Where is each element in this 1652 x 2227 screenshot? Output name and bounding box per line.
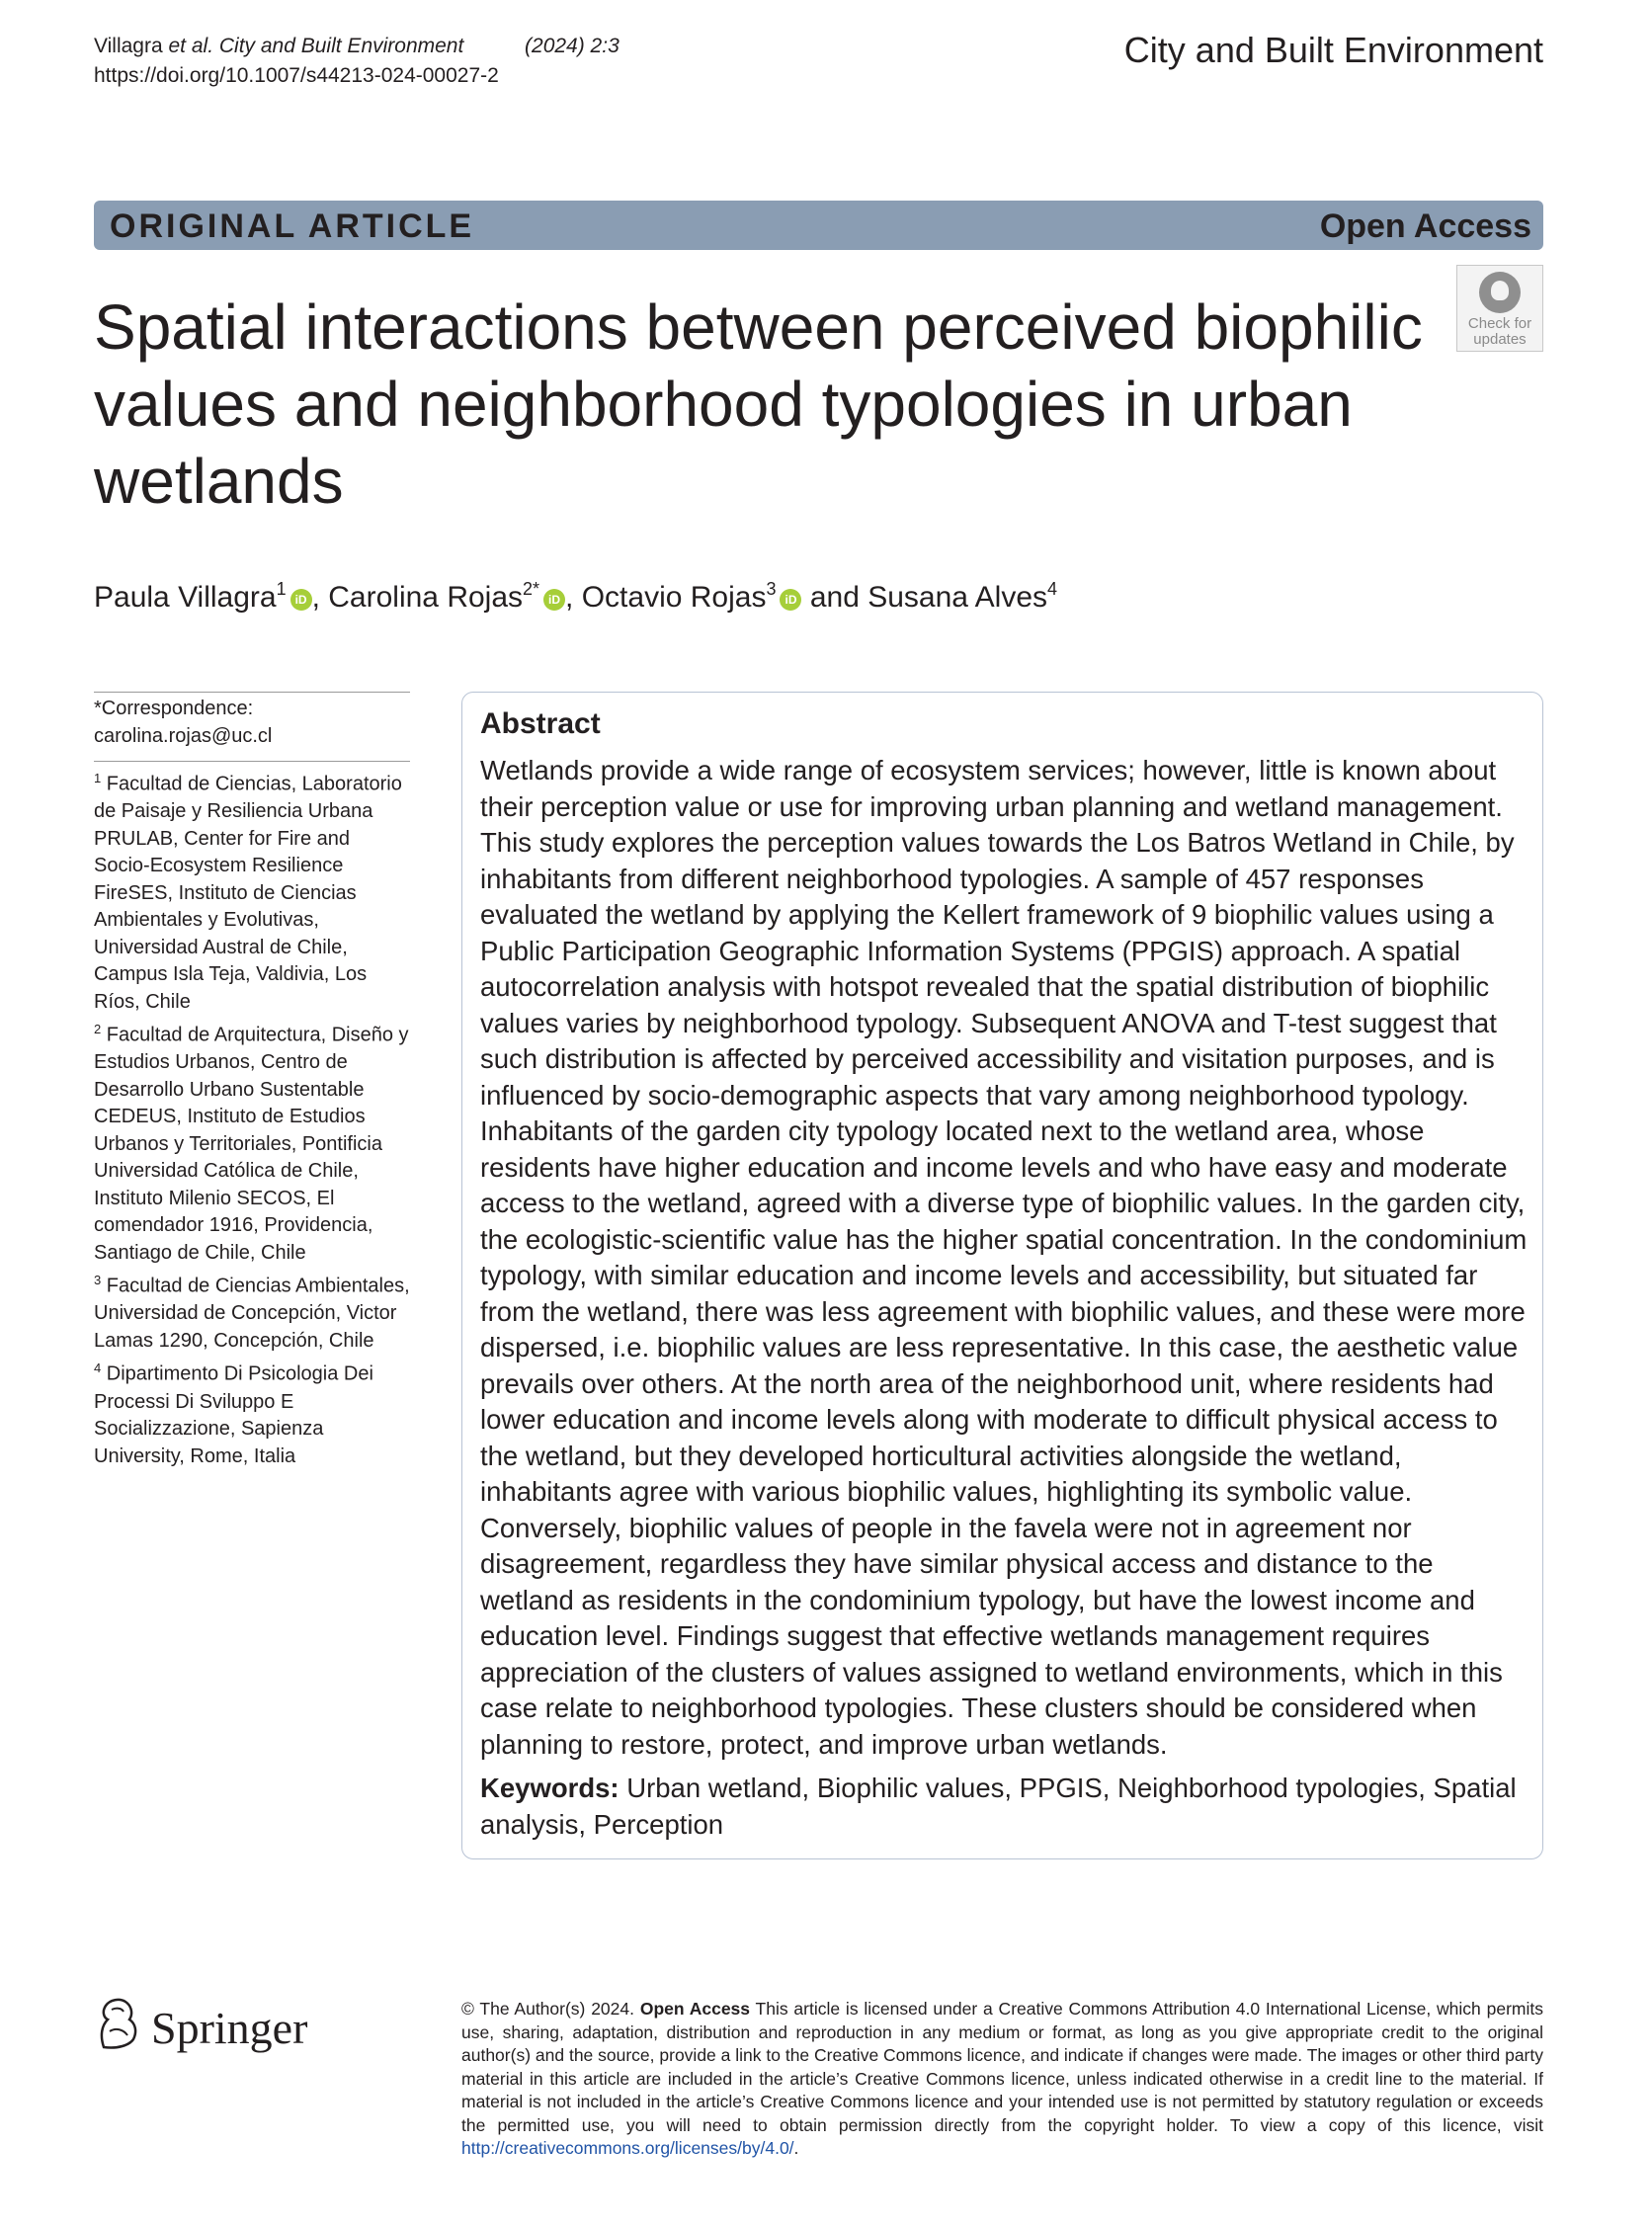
- author-affiliation-mark: 1: [276, 579, 287, 599]
- affiliation-text: Facultad de Arquitectura, Diseño y Estudios Urbanos, Centro de Desarrollo Urbano Sustentable CEDEUS, Instituto de Estudios Urbanos y Territoriales, Pontificia Universidad Católica de Chile, Instituto Milenio SECOS, El comendador 1916, Providencia, Santiago de Chile, Chile: [94, 1024, 409, 1264]
- keywords-label: Keywords:: [480, 1773, 620, 1803]
- citation-etal: et al.: [168, 35, 214, 57]
- journal-short: City and Built Environment: [218, 35, 464, 57]
- divider: [94, 692, 410, 693]
- article-type-label: ORIGINAL ARTICLE: [110, 207, 475, 245]
- author-separator: ,: [565, 581, 582, 614]
- affiliation-number: 2: [94, 1022, 102, 1037]
- affiliation-item: [94, 1355, 410, 1470]
- orcid-icon[interactable]: iD: [543, 589, 565, 611]
- abstract-heading: Abstract: [480, 707, 601, 740]
- year-volume: (2024) 2:3: [525, 35, 620, 57]
- license-open-access: Open Access: [639, 1999, 751, 2019]
- author-list: [94, 569, 1057, 618]
- affiliation-text: Facultad de Ciencias Ambientales, Universidad de Concepción, Victor Lamas 1290, Concepción, Chile: [94, 1275, 410, 1352]
- author-affiliation-mark: 4: [1047, 579, 1058, 599]
- check-updates-line1: Check for: [1467, 315, 1532, 332]
- copyright: © The Author(s) 2024.: [461, 1999, 634, 2019]
- open-access-label: Open Access: [1319, 207, 1531, 245]
- affiliation-item: [94, 1267, 410, 1355]
- license-statement: [461, 1998, 1543, 2161]
- license-end: .: [793, 2138, 799, 2158]
- affiliation-text: Facultad de Ciencias, Laboratorio de Paisaje y Resiliencia Urbana PRULAB, Center for Fire and Socio-Ecosystem Resilience FireSES, Instituto de Ciencias Ambientales y Evolutivas, Universidad Austral de Chile, Campus Isla Teja, Valdivia, Los Ríos, Chile: [94, 773, 402, 1013]
- article-type-banner: [94, 201, 1543, 250]
- affiliation-item: [94, 1016, 410, 1267]
- orcid-icon[interactable]: iD: [780, 589, 801, 611]
- check-updates-line2: updates: [1473, 331, 1527, 348]
- springer-horse-icon: [94, 1996, 141, 2060]
- affiliations-list: [94, 765, 410, 1470]
- affiliation-number: 3: [94, 1273, 102, 1288]
- correspondence-email[interactable]: carolina.rojas@uc.cl: [94, 724, 273, 747]
- correspondence-block: [94, 696, 410, 750]
- publisher-logo: [94, 1996, 307, 2060]
- article-title: Spatial interactions between perceived biophilic values and neighborhood typologies in urban wetlands: [94, 291, 1423, 517]
- citation-line: [94, 32, 620, 61]
- publisher-name: Springer: [151, 2003, 308, 2053]
- author-separator: ,: [311, 581, 329, 614]
- affiliation-item: [94, 765, 410, 1016]
- abstract-body: Wetlands provide a wide range of ecosystem services; however, little is known about their perception value or use for improving urban planning and wetland management. This study explores the perception values towards the Los Batros Wetland in Chile, by inhabitants from different neighborhood typologies. A sample of 457 responses evaluated the wetland by applying the Kellert framework of 9 biophilic values using a Public Participation Geographic Information Systems (PPGIS) approach. A spatial autocorrelation analysis with hotspot revealed that the spatial distribution of biophilic values varies by neighborhood typology. Subsequent ANOVA and T-test suggest that such distribution is affected by perceived accessibility and visitation purposes, and is influenced by socio-demographic aspects that vary among neighborhood typology. Inhabitants of the garden city typology located next to the wetland area, whose residents have higher education and income levels and who have easy and moderate access to the wetland, agreed with a diverse type of biophilic values. In the garden city, the ecologistic-scientific value has the higher spatial concentration. In the condominium typology, with similar education and income levels and accessibility, but situated far from the wetland, there was less agreement with biophilic values, and these were more dispersed, i.e. biophilic values are less representative. In this case, the aesthetic value prevails over others. At the north area of the neighborhood unit, where residents had lower education and income levels along with moderate to difficult physical access to the wetland, but they developed horticultural activities alongside the wetland, inhabitants agree with various biophilic values, highlighting its symbolic value. Conversely, biophilic values of people in the favela were not in agreement nor disagreement, regardless they have similar physical access and distance to the wetland as residents in the condominium typology, but have the lowest income and education level. Findings suggest that effective wetlands management requires appreciation of the clusters of values assigned to wetland environments, which in this case relate to neighborhood typologies. These clusters should be considered when planning to restore, protect, and improve urban wetlands.: [480, 755, 1528, 1760]
- doi-link[interactable]: https://doi.org/10.1007/s44213-024-00027-2: [94, 64, 499, 87]
- running-header: [94, 32, 620, 91]
- affiliation-number: 1: [94, 771, 102, 785]
- check-for-updates-button[interactable]: [1456, 265, 1543, 352]
- divider: [94, 761, 410, 762]
- affiliation-text: Dipartimento Di Psicologia Dei Processi Di Sviluppo E Socializzazione, Sapienza University, Rome, Italia: [94, 1363, 373, 1467]
- correspondence-label: *Correspondence:: [94, 698, 254, 719]
- author-affiliation-mark: 2*: [523, 579, 540, 599]
- author-separator: and: [801, 581, 868, 614]
- keywords: [480, 1771, 1528, 1843]
- author-name[interactable]: Susana Alves: [867, 581, 1048, 614]
- affiliation-number: 4: [94, 1361, 102, 1376]
- author-affiliation-mark: 3: [766, 579, 777, 599]
- orcid-icon[interactable]: iD: [290, 589, 312, 611]
- citation-authors: Villagra: [94, 35, 163, 57]
- author-name[interactable]: Paula Villagra: [94, 581, 277, 614]
- keywords-list: Urban wetland, Biophilic values, PPGIS, Neighborhood typologies, Spatial analysis, Perception: [480, 1773, 1517, 1840]
- journal-name: City and Built Environment: [1123, 30, 1543, 70]
- check-updates-icon: [1479, 272, 1521, 313]
- license-text: This article is licensed under a Creative Commons Attribution 4.0 International License, which permits use, sharing, adaptation, distribution and reproduction in any medium or format, as long as you give appropriate credit to the original author(s) and the source, provide a link to the Creative Commons licence, and indicate if changes were made. The images or other third party material in this article are included in the article’s Creative Commons licence, unless indicated otherwise in a credit line to the material. If material is not included in the article’s Creative Commons licence and your intended use is not permitted by statutory regulation or exceeds the permitted use, you will need to obtain permission directly from the copyright holder. To view a copy of this licence, visit: [461, 1999, 1543, 2135]
- author-name[interactable]: Octavio Rojas: [581, 581, 767, 614]
- license-link[interactable]: http://creativecommons.org/licenses/by/4.0/: [461, 2138, 794, 2158]
- author-name[interactable]: Carolina Rojas: [328, 581, 524, 614]
